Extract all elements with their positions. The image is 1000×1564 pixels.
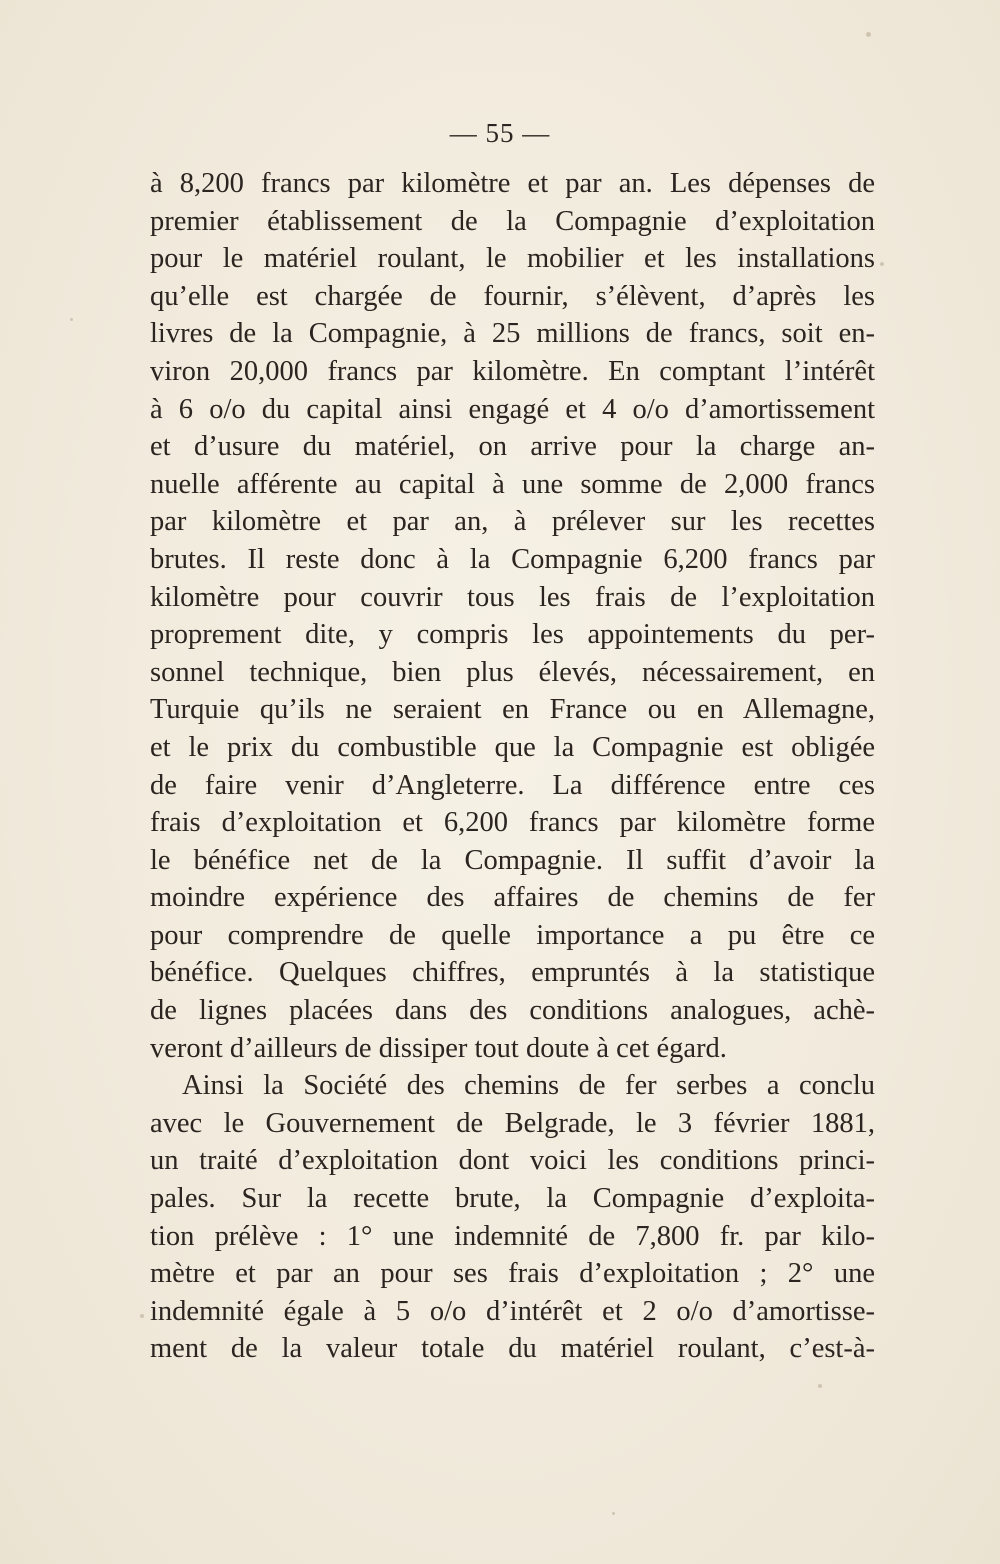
text-line: avec le Gouvernement de Belgrade, le 3 février 1881, — [150, 1107, 875, 1139]
text-line: un traité d’exploitation dont voici les conditions princi- — [150, 1145, 875, 1177]
paper-speck — [866, 32, 871, 37]
text-line: par kilomètre et par an, à prélever sur les recettes — [150, 506, 875, 538]
text-line: tion prélève : 1° une indemnité de 7,800 fr. par kilo- — [150, 1220, 875, 1252]
text-line: Turquie qu’ils ne seraient en France ou en Allemagne, — [150, 694, 875, 726]
paragraph-1 — [150, 165, 875, 1067]
text-line: pour le matériel roulant, le mobilier et les installations — [150, 243, 875, 275]
text-line: Ainsi la Société des chemins de fer serbes a conclu — [182, 1070, 875, 1102]
text-line: kilomètre pour couvrir tous les frais de l’exploitation — [150, 581, 875, 613]
text-line: pour comprendre de quelle importance a pu être ce — [150, 919, 875, 951]
text-line: frais d’exploitation et 6,200 francs par kilomètre forme — [150, 807, 875, 839]
paragraph-2 — [150, 1067, 875, 1368]
paper-speck — [818, 1384, 822, 1388]
paper-speck — [880, 262, 884, 266]
text-line: livres de la Compagnie, à 25 millions de francs, soit en- — [150, 318, 875, 350]
body-text — [150, 165, 875, 1368]
paper-speck — [70, 318, 73, 321]
text-line: premier établissement de la Compagnie d’exploitation — [150, 205, 875, 237]
text-line: de lignes placées dans des conditions analogues, achè- — [150, 995, 875, 1027]
text-line: brutes. Il reste donc à la Compagnie 6,200 francs par — [150, 543, 875, 575]
text-line: mètre et par an pour ses frais d’exploitation ; 2° une — [150, 1258, 875, 1290]
text-line: sonnel technique, bien plus élevés, nécessairement, en — [150, 656, 875, 688]
text-line: indemnité égale à 5 o/o d’intérêt et 2 o/o d’amortisse- — [150, 1295, 875, 1327]
text-line: proprement dite, y compris les appointements du per- — [150, 619, 875, 651]
paper-speck — [612, 1512, 615, 1515]
text-line: de faire venir d’Angleterre. La différence entre ces — [150, 769, 875, 801]
page-number: — 55 — — [449, 118, 551, 148]
paper-speck — [140, 1314, 144, 1318]
text-line: et le prix du combustible que la Compagnie est obligée — [150, 731, 875, 763]
text-line: bénéfice. Quelques chiffres, empruntés à la statistique — [150, 957, 875, 989]
text-line: ment de la valeur totale du matériel roulant, c’est-à- — [150, 1333, 875, 1365]
text-line: veront d’ailleurs de dissiper tout doute à cet égard. — [150, 1032, 727, 1064]
text-line: moindre expérience des affaires de chemins de fer — [150, 882, 875, 914]
text-line: à 8,200 francs par kilomètre et par an. Les dépenses de — [150, 168, 875, 199]
text-line: pales. Sur la recette brute, la Compagnie d’exploita- — [150, 1183, 875, 1215]
text-line: nuelle afférente au capital à une somme de 2,000 francs — [150, 468, 875, 500]
text-line: viron 20,000 francs par kilomètre. En comptant l’intérêt — [150, 355, 875, 387]
text-line: qu’elle est chargée de fournir, s’élèvent, d’après les — [150, 280, 875, 312]
text-line: et d’usure du matériel, on arrive pour la charge an- — [150, 431, 875, 463]
text-line: le bénéfice net de la Compagnie. Il suffit d’avoir la — [150, 844, 875, 876]
text-line: à 6 o/o du capital ainsi engagé et 4 o/o d’amortissement — [150, 393, 875, 425]
